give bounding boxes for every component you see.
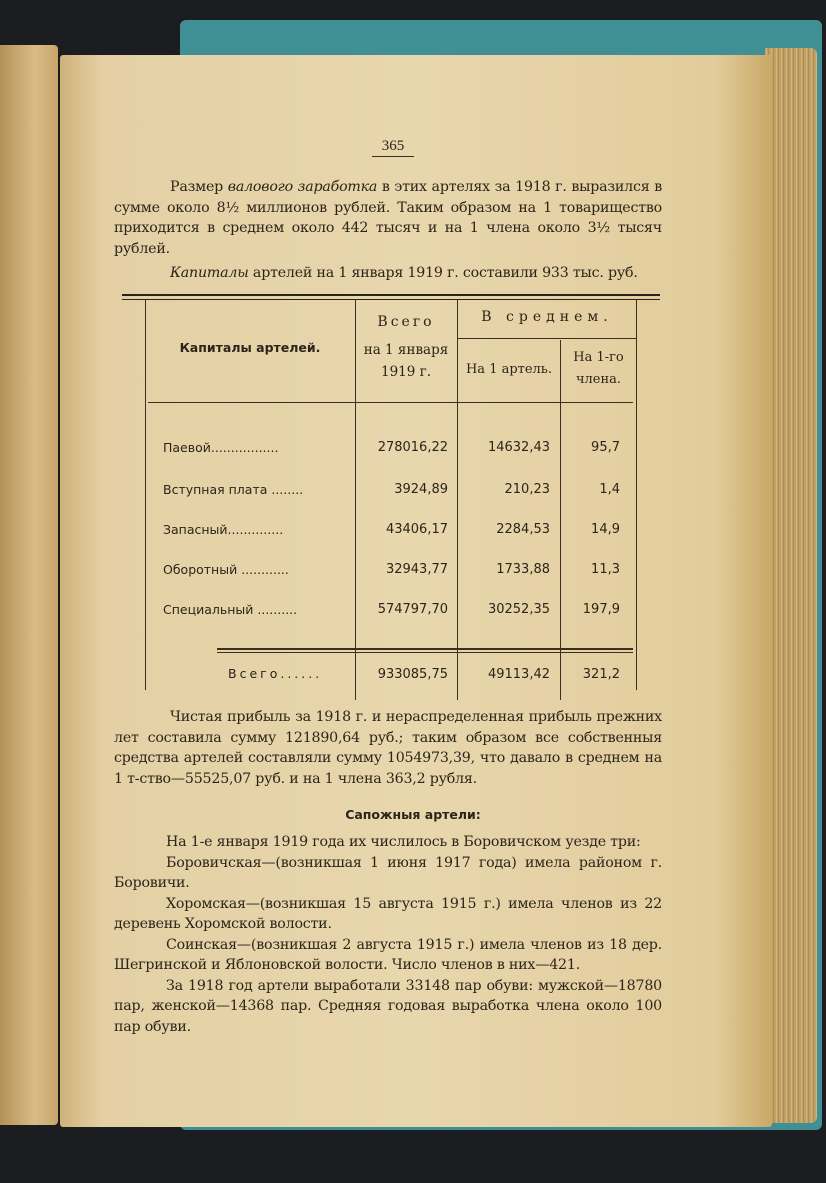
header-bottom-rule: [148, 402, 633, 403]
header-per-member-line2: члена.: [575, 372, 622, 387]
row-working-total: 32943,77: [385, 562, 448, 577]
row-share-per-member: 95,7: [591, 440, 620, 455]
table-top-rule: [122, 294, 660, 296]
row-label-total: Всего......: [228, 666, 323, 681]
paragraph-shoe-artels: На 1-е января 1919 года их числилось в Боровичском уезде три: Боровичская—(возникшая 1 июня 1917 года) имела районом г. Боровичи. Хоромская—(возникшая 15 августа 1915 г.) имела членов из 22 деревень Хоромской волости. Соинская—(возникшая 2 августа 1915 г.) имела членов из 18 дер. Шегринской и Яблоновской волости. Число членов в них—421. За 1918 год артели выработали 33148 пар обуви: мужской—18780 пар, женской—14368 пар. Средняя годовая выработка члена около 100 пар обуви.: [114, 834, 662, 1035]
header-total-line1: Всего: [377, 314, 435, 330]
row-label-working: Оборотный ............: [163, 562, 289, 577]
row-total-total: 933085,75: [377, 667, 448, 682]
row-working-per-member: 11,3: [591, 562, 620, 577]
row-special-total: 574797,70: [377, 602, 448, 617]
header-per-artel: На 1 артель.: [465, 362, 553, 377]
row-special-per-artel: 30252,35: [487, 602, 550, 617]
row-reserve-per-artel: 2284,53: [496, 522, 550, 537]
row-label-special: Специальный ..........: [163, 602, 298, 617]
group-header-rule: [457, 338, 636, 339]
row-label-reserve: Запасный..............: [163, 522, 284, 537]
page-edges: [765, 48, 817, 1123]
table-top-rule-thin: [122, 299, 660, 300]
table-divider-3: [560, 340, 561, 700]
row-label-entry-fee: Вступная плата ........: [163, 482, 304, 497]
page-number: 365: [381, 138, 405, 154]
header-capital-label: Капиталы артелей.: [179, 340, 321, 355]
row-share-per-artel: 14632,43: [487, 440, 550, 455]
header-average-group: В среднем.: [481, 309, 613, 325]
row-total-per-member: 321,2: [582, 667, 620, 682]
left-page-edge: [0, 45, 58, 1125]
row-label-share: Паевой.................: [163, 440, 279, 455]
table-border-right: [636, 300, 637, 690]
row-total-per-artel: 49113,42: [487, 667, 550, 682]
table-border-left: [145, 300, 146, 690]
row-entry-fee-total: 3924,89: [394, 482, 448, 497]
row-special-per-member: 197,9: [582, 602, 620, 617]
row-entry-fee-per-artel: 210,23: [504, 482, 550, 497]
header-total-line2: на 1 января: [363, 342, 449, 358]
total-rule-thin: [217, 652, 633, 653]
header-per-member-line1: На 1-го: [573, 350, 624, 365]
page-number-underline: [372, 156, 414, 157]
row-share-total: 278016,22: [377, 440, 448, 455]
paragraph-gross-earnings: Размер валового заработка в этих артелях за 1918 г. выразился в сумме около 8½ миллионов рублей. Таким образом на 1 товарищество приходится в среднем около 442 тысяч и на 1 члена около 3½ тысяч рублей.: [114, 179, 662, 257]
row-working-per-artel: 1733,88: [496, 562, 550, 577]
row-entry-fee-per-member: 1,4: [599, 482, 620, 497]
section-title-shoe-artels: Сапожныя артели:: [345, 807, 481, 822]
total-rule: [217, 648, 633, 650]
header-total-line3: 1919 г.: [380, 364, 431, 380]
row-reserve-per-member: 14,9: [591, 522, 620, 537]
table-divider-1: [355, 300, 356, 700]
row-reserve-total: 43406,17: [385, 522, 448, 537]
paragraph-capital-intro: Капиталы артелей на 1 января 1919 г. составили 933 тыс. руб.: [170, 265, 638, 281]
paragraph-net-profit: Чистая прибыль за 1918 г. и нераспределенная прибыль прежних лет составила сумму 121890,64 руб.; таким образом все собственныя средства артелей составляли сумму 1054973,39, что давало в среднем на 1 т-ство—55525,07 руб. и на 1 члена 363,2 рубля.: [114, 709, 662, 787]
